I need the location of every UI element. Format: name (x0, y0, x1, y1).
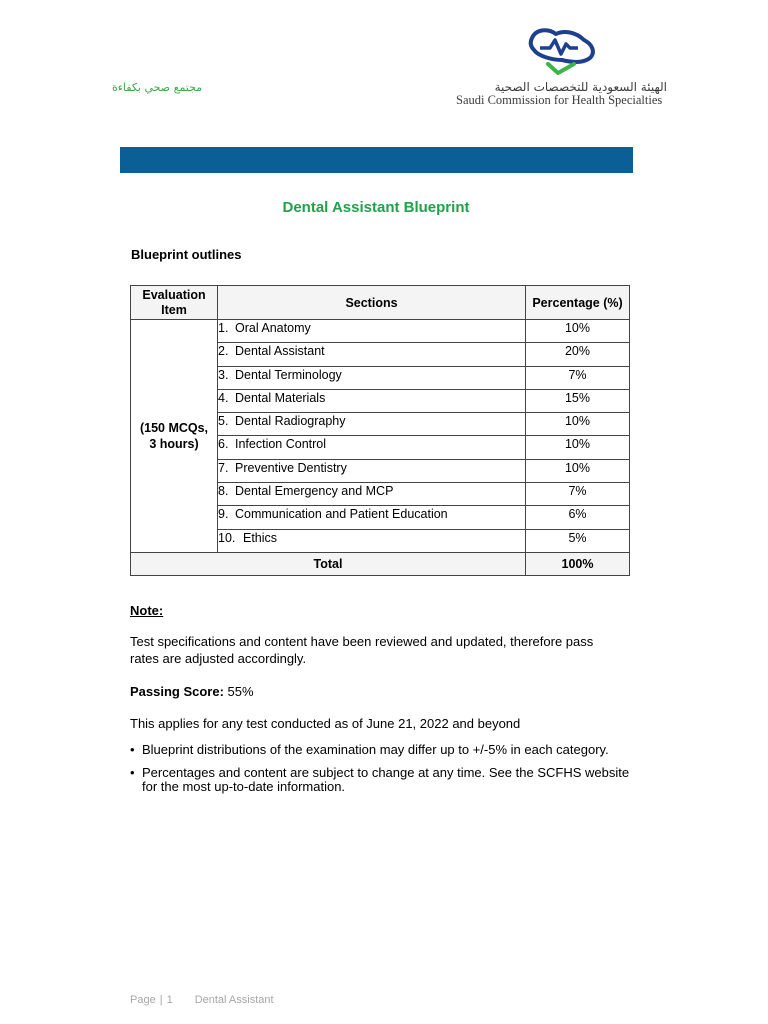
section-cell (218, 366, 526, 389)
section-name: Dental Materials (235, 390, 326, 405)
section-number: 3. (218, 367, 229, 382)
section-number: 5. (218, 414, 229, 429)
footer-separator: | (159, 994, 163, 1006)
percentage-cell: 10% (526, 436, 630, 459)
section-name: Ethics (243, 530, 278, 545)
total-label: Total (131, 552, 526, 575)
document-title: Dental Assistant Blueprint (282, 199, 470, 216)
list-item (130, 766, 630, 795)
note-paragraph: Test specifications and content have been reviewed and updated, therefore pass rates are adjusted accordingly. (130, 634, 594, 666)
table-header-row (131, 286, 630, 320)
footer-document-name: Dental Assistant (194, 994, 274, 1006)
list-item (130, 743, 630, 758)
percentage-cell: 10% (526, 320, 630, 343)
header-percentage: Percentage (%) (526, 286, 630, 320)
section-number: 10. (218, 530, 236, 545)
evaluation-item-line1: (150 MCQs, (139, 420, 209, 435)
table-row (131, 320, 630, 343)
evaluation-item-cell (131, 320, 218, 553)
section-cell (218, 343, 526, 366)
section-name: Preventive Dentistry (235, 460, 347, 475)
total-value: 100% (526, 552, 630, 575)
footer-page-number: 1 (166, 994, 173, 1006)
section-name: Infection Control (235, 437, 327, 452)
page-footer (130, 994, 274, 1006)
percentage-cell: 15% (526, 389, 630, 412)
evaluation-item-line2: 3 hours) (149, 436, 199, 451)
blueprint-table (130, 285, 630, 576)
percentage-cell: 7% (526, 483, 630, 506)
passing-score (130, 683, 610, 700)
percentage-cell: 6% (526, 506, 630, 529)
section-number: 4. (218, 390, 229, 405)
passing-score-value: 55% (223, 684, 254, 699)
section-number: 2. (218, 344, 229, 359)
bullet-icon: • (130, 764, 135, 780)
scfhs-logo-icon (526, 26, 598, 78)
header-evaluation-item: Evaluation Item (131, 286, 218, 320)
header-band (120, 147, 633, 173)
section-cell (218, 483, 526, 506)
section-cell (218, 459, 526, 482)
table-total-row (131, 552, 630, 575)
section-number: 1. (218, 321, 229, 335)
percentage-cell: 7% (526, 366, 630, 389)
percentage-cell: 5% (526, 529, 630, 552)
percentage-cell: 20% (526, 343, 630, 366)
section-cell (218, 389, 526, 412)
header-sections: Sections (218, 286, 526, 320)
org-name-english: Saudi Commission for Health Specialties (456, 93, 663, 107)
section-cell (218, 506, 526, 529)
section-number: 6. (218, 437, 229, 452)
section-number: 9. (218, 507, 229, 522)
org-name-arabic: الهيئة السعودية للتخصصات الصحية (494, 80, 667, 94)
section-cell (218, 529, 526, 552)
section-name: Dental Assistant (235, 344, 325, 359)
section-name: Communication and Patient Education (235, 507, 448, 522)
section-name: Dental Terminology (235, 367, 342, 382)
tagline-arabic: مجتمع صحي بكفاءة (112, 81, 203, 94)
section-name: Oral Anatomy (235, 321, 311, 335)
section-cell (218, 413, 526, 436)
blueprint-outlines-heading: Blueprint outlines (131, 247, 242, 262)
passing-score-label: Passing Score: (130, 684, 224, 699)
section-cell (218, 320, 526, 343)
section-name: Dental Emergency and MCP (235, 484, 394, 499)
footer-page-label: Page (130, 994, 156, 1006)
note-bullet-list (130, 743, 630, 803)
percentage-cell: 10% (526, 459, 630, 482)
section-number: 8. (218, 484, 229, 499)
section-number: 7. (218, 460, 229, 475)
percentage-cell: 10% (526, 413, 630, 436)
bullet-text: Blueprint distributions of the examination may differ up to +/-5% in each category. (142, 742, 609, 757)
section-cell (218, 436, 526, 459)
bullet-text: Percentages and content are subject to change at any time. See the SCFHS website for the most up-to-date information. (142, 764, 630, 794)
applies-text: This applies for any test conducted as of June 21, 2022 and beyond (130, 716, 521, 731)
bullet-icon: • (130, 742, 135, 757)
note-heading: Note: (130, 603, 164, 618)
section-name: Dental Radiography (235, 414, 346, 429)
